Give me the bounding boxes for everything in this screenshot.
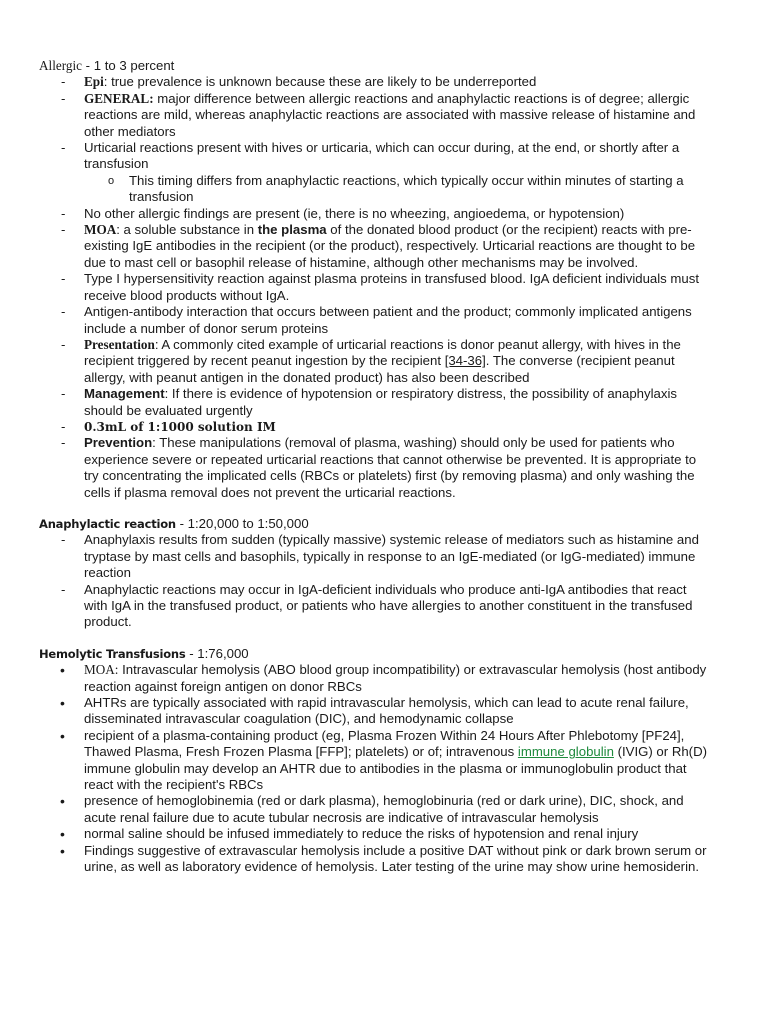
dash-marker: -: [61, 304, 66, 320]
list-item-type1: [39, 271, 713, 304]
timing-text: This timing differs from anaphylactic reactions, which typically occur within minutes of starting a transfusion: [129, 172, 684, 205]
anaphylactic-rate: 1:20,000 to 1:50,000: [187, 515, 309, 531]
dash-marker: -: [61, 74, 66, 90]
dash-marker: -: [61, 386, 66, 402]
list-item-prevention: [39, 435, 713, 501]
moa-label: MOA: [84, 222, 117, 238]
list-item: [39, 532, 713, 581]
general-text: major difference between allergic reactions and anaphylactic reactions is of degree; allergic reactions are mild, whereas anaphylactic reactions are associated with massive release of histamine and other mediators: [84, 90, 696, 139]
urticarial-sublist: [84, 173, 713, 206]
anaphylactic-heading: [39, 516, 729, 532]
recipient-pre: recipient of a plasma-containing product (eg, Plasma Frozen Within 24 Hours After Phlebotomy [PF24], Thawed Plasma, Fresh Frozen Plasma [FFP]; platelets) or of; intravenous: [84, 727, 685, 760]
dash-marker: -: [61, 140, 66, 156]
list-item-presentation: [39, 337, 713, 386]
no-other-text: No other allergic findings are present (ie, there is no wheezing, angioedema, or hypotension): [84, 205, 625, 221]
presentation-label: Presentation: [84, 336, 155, 352]
list-item-moa: [39, 222, 713, 271]
epi-text: : true prevalence is unknown because these are likely to be underreported: [103, 74, 537, 90]
moa-pre: : a soluble substance in: [116, 222, 258, 238]
list-item-management: [39, 386, 713, 419]
list-item-timing: [84, 173, 713, 206]
moa-bold: the plasma: [257, 222, 327, 238]
urticarial-text: Urticarial reactions present with hives or urticaria, which can occur during, at the end, or shortly after a transfusion: [84, 140, 680, 172]
list-item-saline: [39, 826, 713, 842]
anaphylactic-sep: -: [175, 515, 188, 531]
list-item-presence: [39, 793, 713, 826]
dash-marker: -: [61, 205, 66, 221]
section-allergic: [39, 58, 729, 501]
allergic-title: Allergic: [39, 58, 82, 73]
antigen-text: Antigen-antibody interaction that occurs between patient and the product; commonly implicated antigens include a number of donor serum proteins: [84, 304, 692, 336]
ahtr-text: AHTRs are typically associated with rapid intravascular hemolysis, which can lead to acute renal failure, disseminated intravascular coagulation (DIC), and hemodynamic collapse: [84, 695, 689, 727]
allergic-list: [39, 74, 729, 501]
section-hemolytic: [39, 646, 729, 876]
list-item-no-other: [39, 206, 713, 222]
dash-marker: -: [61, 532, 66, 548]
list-item: [39, 582, 713, 631]
bullet-marker: •: [60, 842, 65, 859]
dash-marker: -: [61, 581, 66, 597]
immune-globulin-link[interactable]: immune globulin: [517, 744, 614, 760]
dash-marker: -: [61, 222, 66, 238]
general-label: GENERAL:: [84, 90, 154, 106]
hemolytic-moa-label: MOA:: [84, 662, 119, 678]
findings-text: Findings suggestive of extravascular hemolysis include a positive DAT without pink or dark brown serum or urine, as well as laboratory evidence of hemolysis. Later testing of the urine may show urine hemosiderin.: [84, 842, 707, 875]
list-item-urticarial: [39, 140, 713, 206]
anaphylactic-item-text: Anaphylactic reactions may occur in IgA-deficient individuals who produce anti-IgA antibodies that react with IgA in the transfused product, or patients who have allergies to another constituent in the transfused product.: [84, 581, 693, 630]
bullet-marker: •: [60, 826, 65, 843]
list-item-ahtr: [39, 695, 713, 728]
prevention-label: Prevention: [84, 435, 153, 451]
recipient-post: (IVIG) or Rh(D) immune globulin may develop an AHTR due to antibodies in the plasma or immunoglobulin product that react with the recipient's RBCs: [84, 744, 707, 793]
list-item-dose: [39, 419, 713, 435]
presence-text: presence of hemoglobinemia (red or dark plasma), hemoglobinuria (red or dark urine), DIC, shock, and acute renal failure due to acute tubular necrosis are indicative of intravascular hemolysis: [84, 793, 684, 825]
management-text: : If there is evidence of hypotension or respiratory distress, the possibility of anaphylaxis should be evaluated urgently: [84, 386, 677, 418]
epi-label: Epi: [84, 74, 104, 90]
presentation-pre: : A commonly cited example of urticarial reactions is donor peanut allergy, with hives in the recipient triggered by recent peanut ingestion by the recipient: [84, 336, 681, 369]
anaphylactic-item-text: Anaphylaxis results from sudden (typically massive) systemic release of mediators such as histamine and tryptase by mast cells and basophils, typically in response to an IgE-mediated (or IgG-mediated) immune reaction: [84, 532, 699, 581]
type1-text: Type I hypersensitivity reaction against plasma proteins in transfused blood. IgA deficient individuals must receive blood products without IgA.: [84, 271, 700, 303]
saline-text: normal saline should be infused immediately to reduce the risks of hypotension and renal injury: [84, 826, 639, 842]
hemolytic-list: [39, 662, 729, 875]
list-item-hemolytic-moa: [39, 662, 713, 695]
anaphylactic-title: Anaphylactic reaction: [39, 516, 176, 531]
hemolytic-title: Hemolytic Transfusions: [39, 646, 186, 661]
anaphylactic-list: [39, 532, 729, 630]
presentation-post: . The converse (recipient peanut allergy, with peanut antigen in the donated product) has also been described: [84, 353, 675, 385]
hemolytic-sep: -: [185, 645, 198, 661]
bullet-marker: •: [60, 727, 65, 744]
bullet-marker: •: [60, 662, 65, 679]
dash-marker: -: [61, 271, 66, 287]
dose-text: 0.3mL of 1:1000 solution IM: [84, 419, 276, 434]
hemolytic-moa-text: Intravascular hemolysis (ABO blood group incompatibility) or extravascular hemolysis (host antibody reaction against foreign antigen on donor RBCs: [84, 662, 707, 694]
list-item-epi: [39, 74, 713, 90]
dash-marker: -: [61, 435, 66, 451]
dash-marker: -: [61, 418, 66, 434]
allergic-heading: [39, 58, 729, 74]
management-label: Management: [84, 386, 165, 402]
list-item-recipient: [39, 728, 713, 794]
section-anaphylactic: [39, 516, 729, 631]
dash-marker: -: [61, 90, 66, 106]
hemolytic-rate: 1:76,000: [197, 645, 249, 661]
dash-marker: -: [61, 336, 66, 352]
bullet-marker: •: [60, 695, 65, 712]
prevention-text: : These manipulations (removal of plasma, washing) should only be used for patients who experience severe or repeated urticarial reactions that cannot otherwise be prevented. It is appropriate to try concentrating the implicated cells (RBCs or platelets) first (by removing plasma) and only washing the cells if plasma removal does not prevent the urticarial reactions.: [84, 435, 697, 500]
list-item-findings: [39, 843, 713, 876]
reference-link[interactable]: [34-36]: [444, 353, 486, 369]
list-item-antigen: [39, 304, 713, 337]
bullet-marker: •: [60, 793, 65, 810]
list-item-general: [39, 91, 713, 140]
circle-marker: o: [108, 174, 115, 187]
allergic-rate: 1 to 3 percent: [93, 58, 175, 73]
hemolytic-heading: [39, 646, 729, 662]
allergic-sep: -: [81, 58, 94, 73]
moa-post: of the donated blood product (or the recipient) reacts with pre-existing IgE antibodies in the recipient (or the product), respectively. Urticarial reactions are thought to be due to mast cell or basophil release of histamine, although other mechanisms may be involved.: [84, 222, 696, 270]
